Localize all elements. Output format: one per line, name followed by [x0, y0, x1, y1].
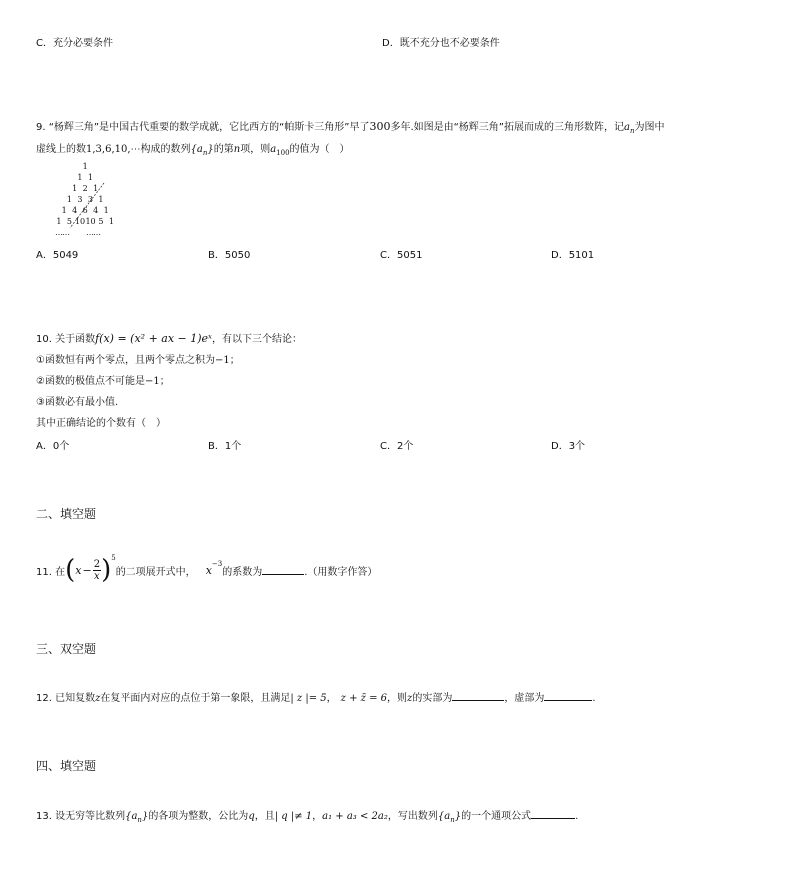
- q13-answer-blank[interactable]: [531, 809, 575, 819]
- q13-stem: 13. 设无穷等比数列$\{a_n\}$的各项为整数，公比为q，且| q |≠ 1，a₁ + a₃ < 2a₂，写出数列$\{a_n\}$的一个通项公式 .: [36, 811, 579, 824]
- q10-stem: 10. 关于函数f(x) = (x² + ax − 1)eˣ，有以下三个结论：: [36, 332, 302, 345]
- triangle-number: 10: [85, 217, 96, 226]
- q9-option-d: D．5101: [551, 250, 595, 261]
- q10-conclusion-3: ③函数必有最小值.: [36, 397, 119, 408]
- triangle-number: 4: [72, 206, 78, 215]
- q9-stem-line1: 9. “杨辉三角”是中国古代重要的数学成就，它比西方的“帕斯卡三角形”早了300多年.如图是由“杨辉三角”拓展而成的三角形数阵，记$a_n$为图中: [36, 120, 665, 135]
- triangle-number: 1: [56, 217, 62, 226]
- triangle-number: 1: [103, 206, 109, 215]
- yanghui-triangle-figure: [40, 162, 130, 242]
- q10-option-a: A．0个: [36, 441, 70, 452]
- triangle-number: 6: [82, 206, 88, 215]
- q12-imaginary-part-blank[interactable]: [544, 691, 592, 701]
- triangle-number: 1: [82, 162, 88, 171]
- q11-answer-blank[interactable]: [262, 565, 304, 575]
- section-heading-2: 二、填空题: [36, 507, 97, 521]
- triangle-number: 3: [87, 195, 93, 204]
- q8-option-d: D．既不充分也不必要条件: [382, 38, 500, 49]
- triangle-number: 2: [82, 184, 88, 193]
- triangle-number: 1: [66, 195, 72, 204]
- q9-option-b: B．5050: [208, 250, 251, 261]
- q9-option-c: C．5051: [380, 250, 423, 261]
- triangle-number: 1: [87, 173, 93, 182]
- q10-conclusion-2: ②函数的极值点不可能是−1；: [36, 376, 170, 387]
- section-heading-3: 三、双空题: [36, 642, 97, 656]
- q10-option-d: D．3个: [551, 441, 586, 452]
- q12-real-part-blank[interactable]: [452, 691, 504, 701]
- q9-option-a: A．5049: [36, 250, 79, 261]
- triangle-number: 1: [98, 195, 104, 204]
- triangle-dots-right: ⋯⋯: [86, 230, 100, 239]
- q10-conclusion-1: ①函数恒有两个零点，且两个零点之积为−1；: [36, 355, 240, 366]
- triangle-number: 1: [108, 217, 114, 226]
- triangle-number: 5: [98, 217, 104, 226]
- triangle-number: 1: [93, 184, 99, 193]
- triangle-number: 1: [72, 184, 78, 193]
- right-paren: ): [101, 555, 112, 585]
- q12-stem: 12. 已知复数z在复平面内对应的点位于第一象限，且满足| z |= 5， z + z̄ = 6，则z的实部为 ，虚部为 .: [36, 693, 596, 704]
- section-heading-4: 四、填空题: [36, 759, 97, 773]
- dashed-diagonal-line: [40, 162, 130, 242]
- triangle-number: 10: [74, 217, 86, 226]
- left-paren: (: [65, 555, 76, 585]
- fraction-2-over-x: $\frac{2}{x}$: [93, 558, 101, 582]
- q10-function: f(x) = (x² + ax − 1)eˣ: [95, 332, 212, 345]
- triangle-number: 5: [66, 217, 72, 226]
- q10-option-b: B．1个: [208, 441, 242, 452]
- triangle-number: 1: [61, 206, 67, 215]
- q11-stem: 11. 在 ( x − $\frac{2}{x}$ ) 5 的二项展开式中， x −3 的系数为 .（用数字作答）: [36, 554, 378, 585]
- triangle-number: 3: [77, 195, 83, 204]
- q9-stem-line2: 虚线上的数1,3,6,10,⋯构成的数列$\{a_n\}$的第n项，则$a_{100}$的值为（ ）: [36, 144, 350, 157]
- triangle-number: 4: [93, 206, 99, 215]
- triangle-dots-left: ⋯⋯: [55, 230, 69, 239]
- q8-option-c: C．充分必要条件: [36, 38, 113, 49]
- q10-question: 其中正确结论的个数有（ ）: [36, 418, 166, 429]
- triangle-number: 1: [77, 173, 83, 182]
- q10-option-c: C．2个: [380, 441, 414, 452]
